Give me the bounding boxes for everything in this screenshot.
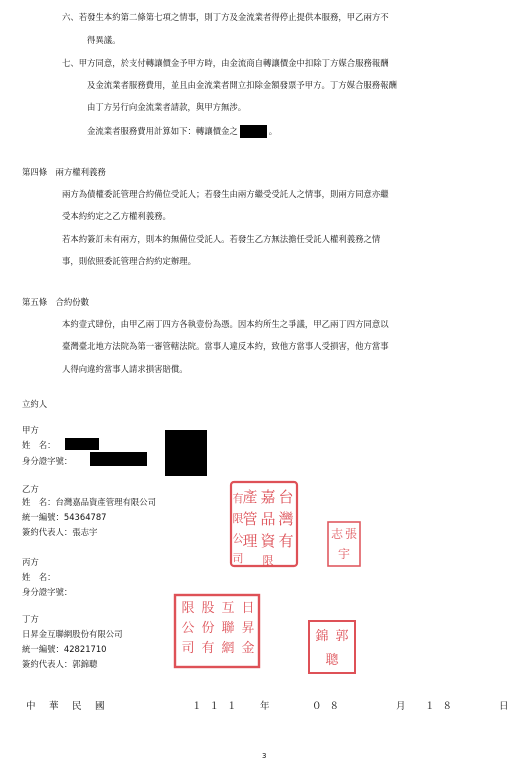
svg-text:公: 公 [181, 621, 195, 636]
article5-heading: 第五條 合約份數 [22, 297, 89, 307]
date-month-label: 月 [396, 701, 406, 712]
party-jia-id-label: 身分證字號： [22, 456, 73, 466]
party-yi-rep-row [22, 527, 97, 538]
date-month: ０８ [312, 701, 348, 712]
article4-heading: 第四條 兩方權利義務 [22, 167, 106, 177]
svg-text:宇: 宇 [337, 547, 351, 561]
party-yi-name-label: 姓 名： [22, 497, 56, 507]
date-era-3: 民 [72, 701, 82, 712]
svg-text:品: 品 [260, 510, 276, 528]
party-yi-name-row [22, 497, 156, 508]
article4-p2-line2: 事，則依照委託管理合約約定辦理。 [62, 256, 196, 266]
svg-text:份: 份 [201, 621, 215, 636]
page-number: 3 [262, 752, 267, 760]
date-day-label: 日 [499, 701, 509, 712]
party-yi-rep-value: 張志宇 [72, 527, 98, 537]
party-bing-label: 丙方 [22, 557, 39, 567]
svg-text:志: 志 [330, 527, 344, 541]
party-ding-rep-value: 郭錦聰 [72, 659, 98, 669]
clause-seven-line1: 七、甲方同意，於支付轉讓價金予甲方時，由金流商自轉讓價金中扣除丁方媒合服務報酬 [62, 58, 389, 68]
article4-p2-line1: 若本約簽訂未有兩方，則本約無備位受託人。若發生乙方無法擔任受託人權利義務之情 [62, 234, 381, 244]
svg-text:限: 限 [262, 554, 274, 567]
article5-p1-line1: 本約壹式肆份，由甲乙兩丁四方各執壹份為憑。因本約所生之爭議，甲乙兩丁四方同意以 [62, 319, 389, 329]
article5-p1-line3: 人得向違約當事人請求損害賠償。 [62, 364, 188, 374]
fee-formula-end: 。 [268, 126, 278, 136]
svg-text:限: 限 [232, 512, 244, 525]
date-era-4: 國 [95, 701, 105, 712]
article5-p1-line2: 臺灣臺北地方法院為第一審管轄法院。當事人違反本約，致他方當事人受損害，他方當事 [62, 341, 389, 351]
party-yi-name-value: 台灣嘉品資產管理有限公司 [55, 497, 156, 507]
party-ding-rep-row [22, 659, 97, 670]
date-era-1: 中 [26, 701, 36, 712]
company-seal-ding [172, 592, 262, 670]
personal-seal-yi [326, 520, 362, 568]
svg-text:日: 日 [241, 601, 255, 616]
svg-text:郭: 郭 [335, 629, 349, 644]
svg-text:昇: 昇 [241, 621, 255, 636]
party-ding-company: 日昇金互聯網股份有限公司 [22, 629, 123, 639]
svg-text:嘉: 嘉 [260, 488, 276, 506]
party-ding-tax-label: 統一編號： [22, 644, 64, 654]
clause-six-line2: 得異議。 [87, 35, 121, 45]
svg-text:有: 有 [278, 532, 294, 550]
party-bing-name-label: 姓 名： [22, 572, 56, 582]
clause-seven-line3: 由丁方另行向金流業者請款，與甲方無涉。 [87, 102, 247, 112]
svg-text:台: 台 [278, 488, 294, 506]
article4-p1-line1: 兩方為債權委託管理合約備位受託人；若發生由兩方繼受受託人之情事，則兩方同意亦繼 [62, 189, 389, 199]
svg-text:理: 理 [242, 532, 258, 550]
parties-title: 立約人 [22, 399, 48, 409]
party-yi-tax-row [22, 512, 107, 523]
date-era-2: 華 [49, 701, 59, 712]
personal-seal-ding [306, 618, 358, 676]
svg-text:限: 限 [181, 601, 195, 616]
svg-text:聰: 聰 [325, 653, 339, 668]
redaction-box [240, 125, 267, 138]
redaction-seal-box [165, 430, 207, 476]
fee-formula-text: 金流業者服務費用計算如下：轉讓價金之 [87, 126, 238, 136]
clause-seven-line4 [87, 125, 277, 138]
party-ding-label: 丁方 [22, 614, 39, 624]
party-yi-label: 乙方 [22, 484, 39, 494]
svg-text:聯: 聯 [221, 621, 235, 636]
party-jia-name-label: 姓 名： [22, 440, 56, 450]
redaction-box [90, 452, 147, 466]
svg-text:資: 資 [260, 532, 276, 550]
svg-text:股: 股 [201, 601, 215, 616]
clause-six-line1: 六、若發生本約第二條第七項之情事，則丁方及金流業者得停止提供本服務，甲乙兩方不 [62, 12, 389, 22]
svg-text:司: 司 [232, 552, 244, 565]
party-bing-id-label: 身分證字號： [22, 587, 73, 597]
svg-text:互: 互 [221, 601, 235, 616]
svg-text:司: 司 [181, 641, 195, 656]
svg-text:公: 公 [232, 532, 244, 545]
company-seal-yi [228, 478, 300, 570]
party-yi-tax-label: 統一編號： [22, 512, 64, 522]
svg-text:張: 張 [344, 527, 358, 541]
svg-text:有: 有 [201, 641, 215, 656]
article4-p1-line2: 受本約約定之乙方權利義務。 [62, 211, 171, 221]
party-jia-label: 甲方 [22, 425, 39, 435]
svg-text:錦: 錦 [315, 629, 329, 644]
svg-text:網: 網 [221, 641, 235, 656]
date-year: １１１ [192, 701, 245, 712]
party-yi-tax-value: 54364787 [63, 512, 107, 522]
party-ding-tax-row [22, 644, 107, 655]
clause-seven-line2: 及金流業者服務費用，並且由金流業者開立扣除金額發票予甲方。丁方媒合服務報酬 [87, 80, 397, 90]
redaction-box [65, 438, 99, 450]
svg-text:金: 金 [241, 641, 255, 656]
svg-text:管: 管 [242, 510, 258, 528]
party-yi-rep-label: 簽約代表人： [22, 527, 73, 537]
svg-text:灣: 灣 [278, 510, 294, 528]
date-day: １８ [425, 701, 461, 712]
party-ding-tax-value: 42821710 [63, 644, 107, 654]
date-year-label: 年 [260, 701, 270, 712]
svg-text:有: 有 [232, 492, 244, 505]
party-ding-rep-label: 簽約代表人： [22, 659, 73, 669]
svg-text:產: 產 [242, 488, 258, 506]
